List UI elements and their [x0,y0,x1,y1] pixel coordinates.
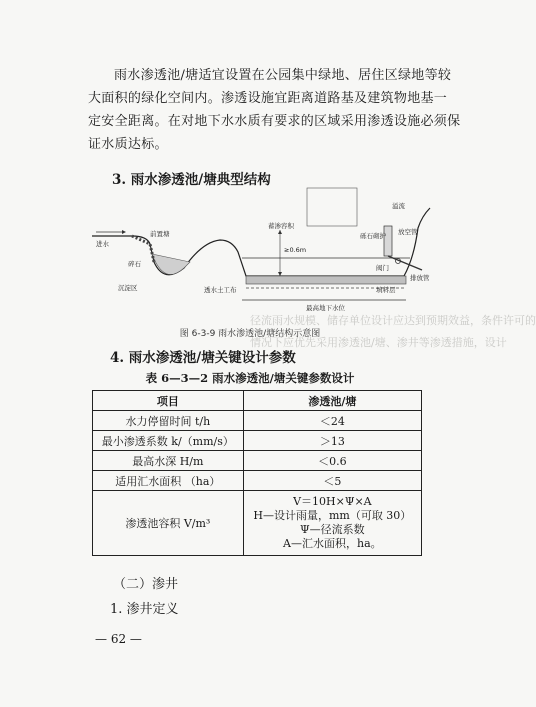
label-inflow: 进水 [96,240,109,248]
table-row [93,491,422,556]
label-gravel-riprap: 砾石砌护 [360,232,386,240]
table-cell: 水力停留时间 t/h [93,411,244,431]
label-valve: 阀门 [376,264,389,272]
text-line: 定安全距离。在对地下水水质有要求的区域采用渗透设施必须保 [88,114,461,129]
figure-caption: 图 6-3-9 雨水渗透池/塘结构示意图 [179,329,321,339]
table-cell: ＜5 [243,471,421,491]
formula-cell [243,491,421,556]
building-outline [307,188,357,226]
table-cell: ＞13 [243,431,421,451]
label-pretreatment: 前置塘 [150,230,170,238]
table-row [93,471,422,491]
structure-diagram [92,188,432,323]
formula-line: H—设计雨量，mm（可取 30） [253,509,412,522]
bleed-text: 情况下应优先采用渗透池/塘、渗井等渗透措施，设计 [250,336,507,349]
section-heading-3: 3. 雨水渗透池/塘典型结构 [112,172,271,188]
table-caption: 表 6—3—2 雨水渗透池/塘关键参数设计 [145,371,355,385]
pretreatment-basin [152,254,190,274]
formula-line: Ψ—径流系数 [300,523,365,536]
text-line: 大面积的绿化空间内。渗透设施宜距离道路基及建筑物地基一 [88,91,448,106]
arrow-right-icon [122,230,126,234]
table-row [93,411,422,431]
label-release-pipe: 放空管 [398,228,418,236]
section-heading-4: 4. 雨水渗透池/塘关键设计参数 [110,350,296,366]
label-depth: ≥0.6m [284,246,307,254]
parameter-table [92,390,422,556]
page-number: — 62 — [95,632,142,646]
table-row [93,431,422,451]
arrow-down-icon [278,272,282,276]
label-storage: 蓄渗容积 [268,222,294,230]
section-title: （二）渗井 [113,577,179,592]
column-header: 渗透池/塘 [243,391,421,411]
table-cell: 适用汇水面积 （ha） [93,471,244,491]
gravel-riprap [132,236,154,262]
label-geotextile: 透水土工布 [204,286,237,294]
table-row [93,451,422,471]
label-sediment-zone: 沉淀区 [118,284,138,292]
table-cell: 最高水深 H/m [93,451,244,471]
label-fill: 填料层 [376,286,396,294]
column-header: 项目 [93,391,244,411]
arrow-up-icon [278,230,282,234]
label-drain-pipe: 排放管 [410,274,430,282]
label-overflow: 溢流 [392,202,405,210]
table-header-row [93,391,422,411]
bleed-text: 径流雨水规模、储存单位设计应达到预期效益，条件许可的 [250,314,536,327]
text-line: 证水质达标。 [88,137,168,152]
table-cell: 渗透池容积 V/m³ [93,491,244,556]
label-groundwater: 最高地下水位 [306,304,345,312]
text-line: 雨水渗透池/塘适宜设置在公园集中绿地、居住区绿地等较 [114,68,452,83]
subsection-title: 1. 渗井定义 [110,602,179,617]
overflow-structure [384,226,392,256]
table-cell: 最小渗透系数 k/（mm/s） [93,431,244,451]
table-cell: ＜24 [243,411,421,431]
formula-line: A—汇水面积，ha。 [283,537,382,550]
table-cell: ＜0.6 [243,451,421,471]
permeable-layer [246,276,406,284]
label-gravel: 碎石 [128,260,141,268]
intro-paragraph [88,64,460,156]
formula-line: V＝10H×Ψ×A [293,495,372,508]
